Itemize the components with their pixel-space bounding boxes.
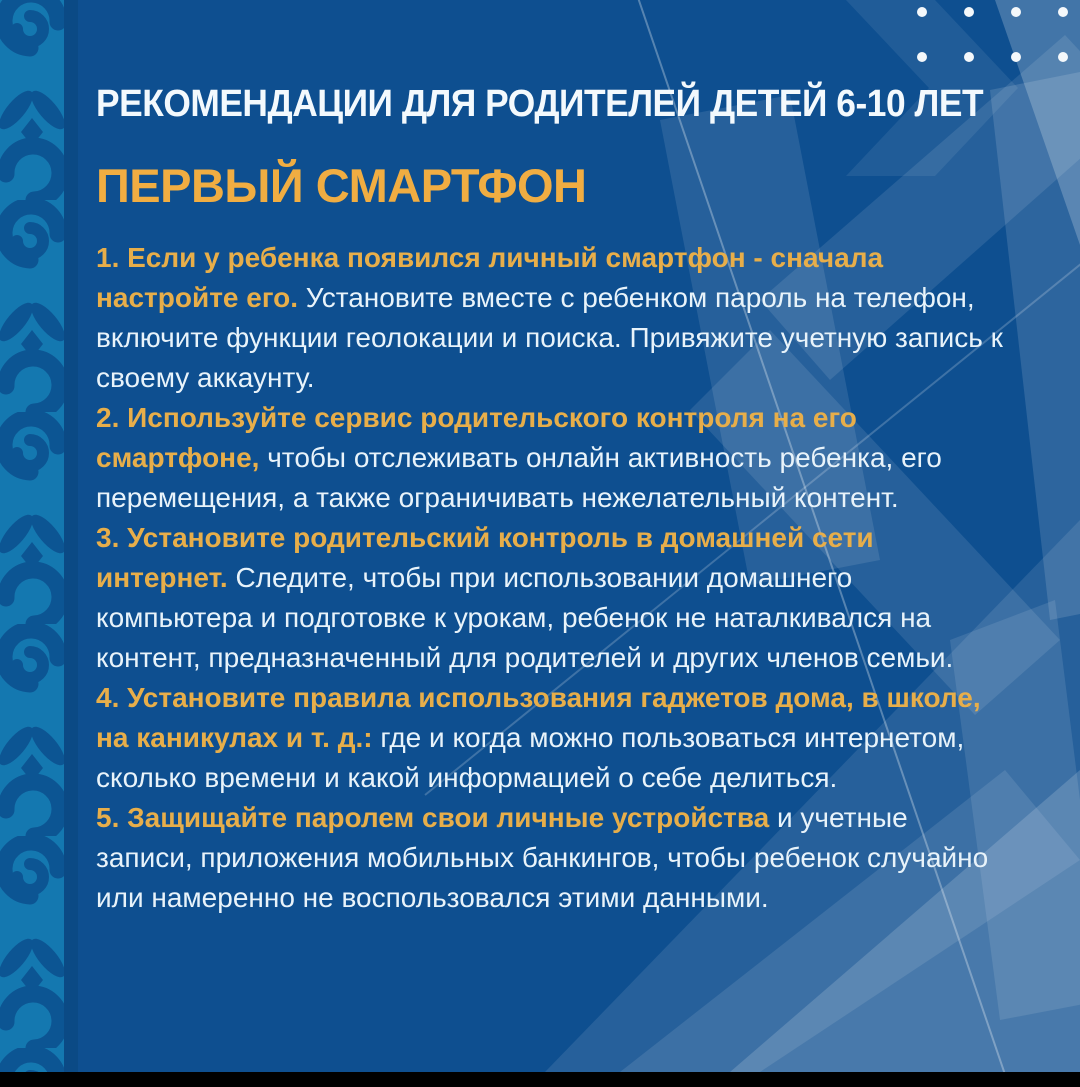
recommendation-item — [96, 798, 1012, 918]
dot-icon — [1011, 52, 1021, 62]
item-body: и учетные записи, приложения мобильных банкингов, чтобы ребенок случайно или намеренно не воспользовался этими данными. — [96, 802, 989, 913]
dot-icon — [1058, 52, 1068, 62]
dot-icon — [917, 52, 927, 62]
item-lead: 1. Если у ребенка появился личный смартфон - сначала настройте его. — [96, 242, 884, 313]
recommendation-item — [96, 398, 1012, 518]
item-body: где и когда можно пользоваться интернетом, сколько времени и какой информацией о себе делиться. — [96, 722, 965, 793]
dot-grid — [917, 7, 1068, 62]
dot-icon — [917, 7, 927, 17]
item-body: Установите вместе с ребенком пароль на телефон, включите функции геолокации и поиска. Привяжите учетную запись к своему аккаунту. — [96, 282, 1003, 393]
dot-icon — [1011, 7, 1021, 17]
item-lead: 2. Используйте сервис родительского контроля на его смартфоне, — [96, 402, 857, 473]
recommendation-item — [96, 518, 1012, 678]
ornament-strip-border — [64, 0, 78, 1087]
category-title: РЕКОМЕНДАЦИИ ДЛЯ РОДИТЕЛЕЙ ДЕТЕЙ 6-10 ЛЕТ — [96, 83, 984, 125]
kazakh-ornament-strip — [0, 0, 64, 1087]
recommendation-item — [96, 678, 1012, 798]
item-lead: 5. Защищайте паролем свои личные устройства — [96, 802, 770, 833]
item-body: Следите, чтобы при использовании домашнего компьютера и подготовке к урокам, ребенок не наталкивался на контент, предназначенный для родителей и других членов семьи. — [96, 562, 954, 673]
poster-content — [96, 82, 1012, 918]
dot-icon — [964, 7, 974, 17]
bottom-black-bar — [0, 1072, 1080, 1087]
poster-heading: ПЕРВЫЙ СМАРТФОН — [96, 159, 587, 212]
dot-icon — [964, 52, 974, 62]
item-lead: 3. Установите родительский контроль в домашней сети интернет. — [96, 522, 874, 593]
recommendation-item — [96, 238, 1012, 398]
item-body: чтобы отслеживать онлайн активность ребенка, его перемещения, а также ограничивать нежелательный контент. — [96, 442, 942, 513]
item-lead: 4. Установите правила использования гаджетов дома, в школе, на каникулах и т. д.: — [96, 682, 981, 753]
dot-icon — [1058, 7, 1068, 17]
recommendation-list — [96, 238, 1012, 918]
